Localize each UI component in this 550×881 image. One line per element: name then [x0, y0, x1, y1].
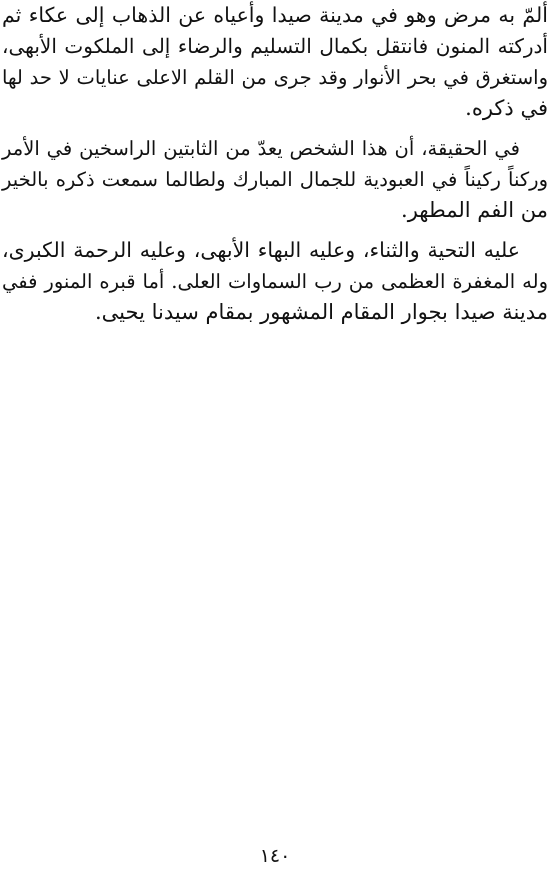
text-line: مدينة صيدا بجوار المقام المشهور بمقام سيدنا يحيى.	[95, 300, 548, 324]
paragraph-2	[2, 133, 548, 226]
text-line: واستغرق في بحر الأنوار وقد جرى من القلم الاعلى عنايات لا حد لها	[2, 66, 548, 89]
text-line: في ذكره.	[465, 96, 548, 120]
body-text	[2, 0, 548, 328]
page-number: ١٤٠	[259, 845, 291, 867]
text-line: أدركته المنون فانتقل بكمال التسليم والرضاء إلى الملكوت الأبهى،	[2, 34, 548, 58]
paragraph-3	[2, 235, 548, 328]
text-line: عليه التحية والثناء، وعليه البهاء الأبهى، وعليه الرحمة الكبرى،	[2, 238, 520, 262]
text-line: في الحقيقة، أن هذا الشخص يعدّ من الثابتين الراسخين في الأمر	[2, 137, 520, 160]
paragraph-1	[2, 0, 548, 124]
text-line: من الفم المطهر.	[401, 198, 548, 222]
text-line: وله المغفرة العظمى من رب السماوات العلى. أما قبره المنور ففي	[2, 270, 548, 293]
text-line: ألمّ به مرض وهو في مدينة صيدا وأعياه عن الذهاب إلى عكاء ثم	[2, 3, 548, 27]
text-line: وركناً ركيناً في العبودية للجمال المبارك ولطالما سمعت ذكره بالخير	[2, 168, 548, 191]
